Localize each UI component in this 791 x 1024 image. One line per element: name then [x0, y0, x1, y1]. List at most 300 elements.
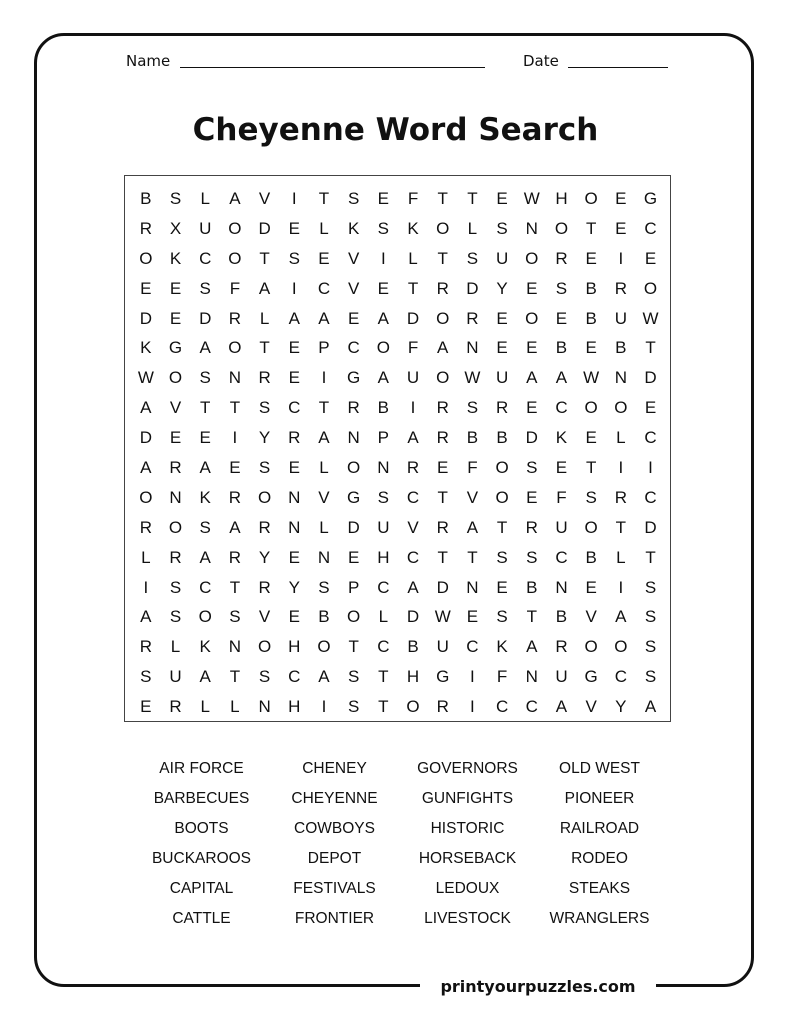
grid-cell[interactable]: C: [347, 338, 360, 358]
grid-cell[interactable]: F: [229, 278, 241, 298]
grid-cell[interactable]: O: [228, 248, 242, 268]
grid-cell[interactable]: I: [470, 697, 475, 717]
grid-cell[interactable]: O: [406, 697, 420, 717]
grid-cell[interactable]: A: [555, 368, 568, 388]
grid-cell[interactable]: K: [496, 637, 508, 657]
grid-cell[interactable]: C: [555, 547, 568, 567]
grid-cell[interactable]: C: [377, 577, 390, 597]
grid-cell[interactable]: O: [436, 368, 450, 388]
grid-cell[interactable]: L: [616, 547, 626, 567]
grid-cell[interactable]: C: [495, 697, 509, 717]
grid-cell[interactable]: A: [615, 607, 627, 627]
grid-cell[interactable]: A: [644, 697, 657, 717]
grid-cell[interactable]: R: [555, 248, 568, 268]
grid-cell[interactable]: L: [319, 218, 329, 238]
grid-cell[interactable]: E: [555, 308, 568, 328]
grid-cell[interactable]: F: [407, 338, 419, 358]
grid-cell[interactable]: E: [526, 487, 538, 507]
grid-cell[interactable]: T: [467, 547, 478, 567]
grid-cell[interactable]: C: [317, 278, 331, 298]
grid-cell[interactable]: O: [495, 458, 509, 478]
grid-cell[interactable]: E: [615, 189, 627, 208]
grid-cell[interactable]: S: [140, 667, 152, 687]
grid-cell[interactable]: E: [377, 278, 390, 298]
grid-cell[interactable]: S: [644, 637, 657, 657]
grid-cell[interactable]: U: [555, 517, 568, 537]
grid-cell[interactable]: R: [436, 517, 449, 537]
grid-cell[interactable]: N: [288, 517, 301, 537]
grid-cell[interactable]: S: [496, 218, 508, 238]
grid-cell[interactable]: R: [169, 547, 182, 567]
grid-cell[interactable]: K: [199, 637, 211, 657]
grid-cell[interactable]: E: [140, 697, 152, 717]
grid-cell[interactable]: L: [200, 189, 210, 208]
grid-cell[interactable]: I: [410, 398, 416, 418]
grid-cell[interactable]: L: [467, 218, 478, 238]
grid-cell[interactable]: X: [169, 218, 182, 238]
grid-cell[interactable]: S: [347, 189, 360, 208]
grid-cell[interactable]: R: [169, 697, 182, 717]
grid-cell[interactable]: U: [436, 637, 449, 657]
grid-cell[interactable]: T: [526, 607, 537, 627]
grid-cell[interactable]: V: [585, 607, 597, 627]
grid-cell[interactable]: B: [377, 398, 390, 418]
grid-cell[interactable]: D: [258, 218, 271, 238]
grid-cell[interactable]: R: [436, 428, 449, 448]
grid-cell[interactable]: T: [259, 338, 270, 358]
grid-cell[interactable]: E: [140, 278, 152, 298]
grid-cell[interactable]: F: [496, 667, 508, 687]
grid-cell[interactable]: U: [169, 667, 182, 687]
grid-cell[interactable]: T: [496, 517, 508, 537]
grid-cell[interactable]: R: [169, 458, 182, 478]
grid-cell[interactable]: E: [288, 458, 300, 478]
grid-cell[interactable]: R: [495, 398, 509, 418]
grid-cell[interactable]: D: [466, 278, 479, 298]
grid-cell[interactable]: S: [229, 607, 241, 627]
grid-cell[interactable]: E: [288, 607, 300, 627]
grid-cell[interactable]: C: [288, 667, 301, 687]
grid-cell[interactable]: H: [288, 637, 301, 657]
grid-cell[interactable]: C: [199, 248, 212, 268]
grid-cell[interactable]: B: [526, 577, 538, 597]
grid-cell[interactable]: U: [614, 308, 627, 328]
grid-cell[interactable]: S: [169, 577, 182, 597]
grid-cell[interactable]: B: [615, 338, 627, 358]
grid-cell[interactable]: E: [496, 338, 508, 358]
grid-cell[interactable]: P: [377, 428, 390, 448]
grid-cell[interactable]: A: [318, 428, 330, 448]
grid-cell[interactable]: A: [407, 428, 419, 448]
grid-cell[interactable]: R: [139, 218, 152, 238]
grid-cell[interactable]: E: [466, 607, 479, 627]
grid-cell[interactable]: S: [526, 547, 538, 567]
grid-cell[interactable]: A: [140, 398, 152, 418]
grid-cell[interactable]: S: [199, 368, 211, 388]
grid-cell[interactable]: E: [526, 398, 538, 418]
grid-cell[interactable]: O: [495, 487, 509, 507]
grid-cell[interactable]: S: [169, 607, 182, 627]
grid-cell[interactable]: S: [466, 248, 479, 268]
grid-cell[interactable]: O: [228, 338, 242, 358]
grid-cell[interactable]: L: [141, 547, 151, 567]
grid-cell[interactable]: C: [406, 547, 420, 567]
grid-cell[interactable]: E: [377, 189, 390, 208]
grid-cell[interactable]: A: [318, 667, 330, 687]
grid-cell[interactable]: B: [585, 278, 597, 298]
grid-cell[interactable]: I: [470, 667, 475, 687]
grid-cell[interactable]: V: [585, 697, 597, 717]
grid-cell[interactable]: N: [466, 338, 479, 358]
grid-cell[interactable]: S: [347, 697, 360, 717]
grid-cell[interactable]: N: [466, 577, 479, 597]
grid-cell[interactable]: W: [523, 189, 540, 208]
grid-cell[interactable]: N: [258, 697, 271, 717]
grid-cell[interactable]: W: [583, 368, 600, 388]
grid-cell[interactable]: D: [406, 607, 420, 627]
grid-cell[interactable]: T: [467, 189, 478, 208]
grid-cell[interactable]: V: [318, 487, 330, 507]
grid-cell[interactable]: I: [618, 577, 624, 597]
grid-cell[interactable]: I: [618, 248, 624, 268]
grid-cell[interactable]: T: [615, 517, 627, 537]
grid-cell[interactable]: O: [525, 248, 539, 268]
grid-cell[interactable]: F: [556, 487, 567, 507]
grid-cell[interactable]: I: [232, 428, 238, 448]
grid-cell[interactable]: T: [437, 189, 448, 208]
grid-cell[interactable]: C: [199, 577, 212, 597]
grid-cell[interactable]: O: [168, 517, 183, 537]
grid-cell[interactable]: R: [139, 637, 152, 657]
grid-cell[interactable]: K: [555, 428, 568, 448]
grid-cell[interactable]: A: [140, 607, 152, 627]
grid-cell[interactable]: L: [170, 637, 181, 657]
date-field[interactable]: [568, 67, 668, 68]
grid-cell[interactable]: S: [288, 248, 300, 268]
grid-cell[interactable]: C: [555, 398, 568, 418]
grid-cell[interactable]: S: [377, 218, 390, 238]
grid-cell[interactable]: S: [199, 278, 211, 298]
grid-cell[interactable]: R: [347, 398, 360, 418]
grid-cell[interactable]: O: [168, 368, 183, 388]
grid-cell[interactable]: R: [228, 308, 242, 328]
grid-cell[interactable]: U: [555, 667, 568, 687]
grid-cell[interactable]: R: [258, 577, 271, 597]
grid-cell[interactable]: C: [288, 398, 301, 418]
grid-cell[interactable]: T: [437, 248, 448, 268]
grid-cell[interactable]: D: [347, 517, 360, 537]
grid-cell[interactable]: S: [169, 189, 182, 208]
grid-cell[interactable]: S: [555, 278, 568, 298]
grid-cell[interactable]: N: [377, 458, 390, 478]
grid-cell[interactable]: D: [525, 428, 538, 448]
grid-cell[interactable]: E: [585, 248, 597, 268]
grid-cell[interactable]: A: [199, 458, 211, 478]
grid-cell[interactable]: I: [618, 458, 624, 478]
grid-cell[interactable]: I: [648, 458, 653, 478]
grid-cell[interactable]: C: [525, 697, 538, 717]
grid-cell[interactable]: Y: [258, 428, 271, 448]
grid-cell[interactable]: A: [377, 368, 390, 388]
grid-cell[interactable]: L: [616, 428, 626, 448]
grid-cell[interactable]: W: [642, 308, 659, 328]
grid-cell[interactable]: E: [555, 458, 568, 478]
grid-cell[interactable]: V: [347, 278, 360, 298]
grid-cell[interactable]: T: [437, 547, 448, 567]
grid-cell[interactable]: S: [644, 577, 657, 597]
grid-cell[interactable]: O: [376, 338, 390, 358]
grid-cell[interactable]: N: [228, 637, 242, 657]
grid-cell[interactable]: T: [229, 667, 241, 687]
grid-cell[interactable]: T: [407, 278, 419, 298]
grid-cell[interactable]: N: [317, 547, 331, 567]
grid-cell[interactable]: O: [584, 398, 598, 418]
grid-cell[interactable]: T: [585, 458, 597, 478]
grid-cell[interactable]: L: [259, 308, 270, 328]
grid-cell[interactable]: A: [526, 368, 538, 388]
grid-cell[interactable]: T: [259, 248, 270, 268]
grid-cell[interactable]: O: [198, 607, 212, 627]
grid-cell[interactable]: C: [377, 637, 390, 657]
grid-cell[interactable]: E: [318, 248, 330, 268]
grid-cell[interactable]: D: [644, 517, 657, 537]
grid-cell[interactable]: E: [615, 218, 627, 238]
grid-cell[interactable]: V: [347, 248, 360, 268]
grid-cell[interactable]: R: [228, 487, 242, 507]
grid-cell[interactable]: B: [585, 547, 597, 567]
grid-cell[interactable]: B: [496, 428, 508, 448]
grid-cell[interactable]: I: [380, 248, 386, 268]
grid-cell[interactable]: B: [466, 428, 479, 448]
grid-cell[interactable]: N: [525, 218, 538, 238]
grid-cell[interactable]: B: [318, 607, 330, 627]
grid-cell[interactable]: B: [585, 308, 597, 328]
grid-cell[interactable]: L: [230, 697, 240, 717]
grid-cell[interactable]: D: [139, 308, 152, 328]
grid-cell[interactable]: R: [614, 278, 627, 298]
grid-cell[interactable]: A: [407, 577, 419, 597]
grid-cell[interactable]: E: [347, 547, 360, 567]
grid-cell[interactable]: L: [319, 517, 329, 537]
grid-cell[interactable]: O: [584, 189, 598, 208]
grid-cell[interactable]: E: [526, 278, 538, 298]
grid-cell[interactable]: A: [288, 308, 300, 328]
grid-cell[interactable]: L: [319, 458, 329, 478]
grid-cell[interactable]: P: [347, 577, 360, 597]
grid-cell[interactable]: R: [228, 547, 242, 567]
grid-cell[interactable]: L: [378, 607, 389, 627]
grid-cell[interactable]: T: [585, 218, 597, 238]
grid-cell[interactable]: C: [644, 487, 657, 507]
grid-cell[interactable]: V: [466, 487, 479, 507]
grid-cell[interactable]: S: [258, 458, 271, 478]
grid-cell[interactable]: E: [169, 428, 182, 448]
grid-cell[interactable]: A: [229, 189, 241, 208]
grid-cell[interactable]: N: [228, 368, 242, 388]
grid-cell[interactable]: O: [614, 398, 628, 418]
grid-cell[interactable]: O: [257, 637, 272, 657]
grid-cell[interactable]: N: [525, 667, 538, 687]
grid-cell[interactable]: S: [496, 547, 508, 567]
grid-cell[interactable]: E: [288, 338, 300, 358]
grid-cell[interactable]: R: [288, 428, 301, 448]
grid-cell[interactable]: F: [467, 458, 478, 478]
grid-cell[interactable]: H: [406, 667, 420, 687]
grid-cell[interactable]: V: [407, 517, 419, 537]
grid-cell[interactable]: K: [407, 218, 419, 238]
grid-cell[interactable]: R: [406, 458, 420, 478]
grid-cell[interactable]: R: [555, 637, 568, 657]
grid-cell[interactable]: T: [378, 667, 389, 687]
grid-cell[interactable]: A: [140, 458, 152, 478]
grid-cell[interactable]: L: [408, 248, 418, 268]
grid-cell[interactable]: E: [585, 577, 597, 597]
grid-cell[interactable]: U: [199, 218, 212, 238]
grid-cell[interactable]: N: [555, 577, 568, 597]
grid-cell[interactable]: O: [643, 278, 658, 298]
grid-cell[interactable]: T: [348, 637, 359, 657]
grid-cell[interactable]: A: [199, 338, 211, 358]
grid-cell[interactable]: S: [318, 577, 330, 597]
grid-cell[interactable]: O: [347, 607, 361, 627]
grid-cell[interactable]: C: [644, 428, 657, 448]
grid-cell[interactable]: D: [406, 308, 420, 328]
grid-cell[interactable]: I: [321, 697, 327, 717]
grid-cell[interactable]: U: [406, 368, 420, 388]
grid-cell[interactable]: H: [377, 547, 390, 567]
grid-cell[interactable]: R: [258, 517, 271, 537]
grid-cell[interactable]: K: [199, 487, 211, 507]
grid-cell[interactable]: W: [137, 368, 154, 388]
grid-cell[interactable]: K: [347, 218, 360, 238]
grid-cell[interactable]: T: [200, 398, 211, 418]
grid-cell[interactable]: S: [526, 458, 538, 478]
grid-cell[interactable]: D: [436, 577, 449, 597]
grid-cell[interactable]: E: [199, 428, 211, 448]
grid-cell[interactable]: P: [318, 338, 330, 358]
name-field[interactable]: [180, 67, 485, 68]
grid-cell[interactable]: A: [229, 517, 241, 537]
grid-cell[interactable]: D: [644, 368, 657, 388]
grid-cell[interactable]: E: [585, 428, 597, 448]
grid-cell[interactable]: A: [258, 278, 271, 298]
grid-cell[interactable]: I: [291, 189, 297, 208]
grid-cell[interactable]: T: [645, 338, 656, 358]
grid-cell[interactable]: B: [140, 189, 152, 208]
grid-cell[interactable]: C: [466, 637, 479, 657]
grid-cell[interactable]: T: [437, 487, 448, 507]
grid-cell[interactable]: E: [437, 458, 449, 478]
grid-cell[interactable]: G: [436, 667, 450, 687]
grid-cell[interactable]: S: [644, 607, 657, 627]
grid-cell[interactable]: V: [169, 398, 182, 418]
grid-cell[interactable]: S: [258, 398, 271, 418]
grid-cell[interactable]: E: [585, 338, 597, 358]
grid-cell[interactable]: V: [258, 189, 271, 208]
grid-cell[interactable]: T: [229, 398, 241, 418]
grid-cell[interactable]: A: [199, 667, 211, 687]
grid-cell[interactable]: A: [318, 308, 330, 328]
grid-cell[interactable]: A: [555, 697, 568, 717]
grid-cell[interactable]: F: [407, 189, 419, 208]
grid-cell[interactable]: E: [347, 308, 360, 328]
grid-cell[interactable]: E: [288, 547, 300, 567]
grid-cell[interactable]: C: [644, 218, 657, 238]
grid-cell[interactable]: U: [495, 248, 509, 268]
grid-cell[interactable]: E: [169, 308, 182, 328]
grid-cell[interactable]: S: [199, 517, 211, 537]
grid-cell[interactable]: G: [168, 338, 183, 358]
grid-cell[interactable]: O: [317, 637, 331, 657]
grid-cell[interactable]: O: [139, 487, 153, 507]
grid-cell[interactable]: O: [584, 637, 598, 657]
grid-cell[interactable]: E: [496, 577, 508, 597]
grid-cell[interactable]: O: [554, 218, 569, 238]
grid-cell[interactable]: A: [437, 338, 449, 358]
grid-cell[interactable]: A: [199, 547, 211, 567]
grid-cell[interactable]: T: [645, 547, 656, 567]
grid-cell[interactable]: U: [495, 368, 509, 388]
grid-cell[interactable]: U: [377, 517, 390, 537]
grid-cell[interactable]: T: [229, 577, 241, 597]
grid-cell[interactable]: T: [318, 189, 330, 208]
grid-cell[interactable]: G: [347, 368, 361, 388]
grid-cell[interactable]: D: [199, 308, 212, 328]
grid-cell[interactable]: E: [288, 218, 300, 238]
grid-cell[interactable]: K: [169, 248, 182, 268]
grid-cell[interactable]: W: [434, 607, 451, 627]
grid-cell[interactable]: H: [288, 697, 301, 717]
grid-cell[interactable]: S: [377, 487, 390, 507]
grid-cell[interactable]: B: [555, 607, 568, 627]
grid-cell[interactable]: G: [584, 667, 598, 687]
grid-cell[interactable]: L: [200, 697, 210, 717]
grid-cell[interactable]: S: [466, 398, 479, 418]
grid-cell[interactable]: S: [347, 667, 360, 687]
grid-cell[interactable]: R: [466, 308, 479, 328]
grid-cell[interactable]: E: [644, 398, 657, 418]
grid-cell[interactable]: O: [139, 248, 153, 268]
grid-cell[interactable]: T: [318, 398, 330, 418]
grid-cell[interactable]: A: [526, 637, 538, 657]
grid-cell[interactable]: O: [584, 517, 598, 537]
grid-cell[interactable]: S: [258, 667, 271, 687]
grid-cell[interactable]: B: [407, 637, 419, 657]
grid-cell[interactable]: O: [347, 458, 361, 478]
grid-cell[interactable]: O: [436, 218, 450, 238]
grid-cell[interactable]: G: [347, 487, 361, 507]
grid-cell[interactable]: W: [464, 368, 481, 388]
grid-cell[interactable]: K: [140, 338, 152, 358]
grid-cell[interactable]: E: [288, 368, 300, 388]
grid-cell[interactable]: G: [643, 189, 658, 208]
grid-cell[interactable]: I: [143, 577, 149, 597]
grid-cell[interactable]: O: [525, 308, 539, 328]
grid-cell[interactable]: E: [496, 308, 508, 328]
grid-cell[interactable]: O: [436, 308, 450, 328]
grid-cell[interactable]: Y: [615, 697, 627, 717]
grid-cell[interactable]: D: [139, 428, 152, 448]
grid-cell[interactable]: O: [257, 487, 272, 507]
grid-cell[interactable]: C: [614, 667, 627, 687]
grid-cell[interactable]: I: [321, 368, 327, 388]
grid-cell[interactable]: E: [526, 338, 538, 358]
grid-cell[interactable]: C: [406, 487, 420, 507]
grid-cell[interactable]: I: [291, 278, 297, 298]
grid-cell[interactable]: E: [169, 278, 182, 298]
grid-cell[interactable]: R: [436, 278, 449, 298]
grid-cell[interactable]: H: [555, 189, 568, 208]
